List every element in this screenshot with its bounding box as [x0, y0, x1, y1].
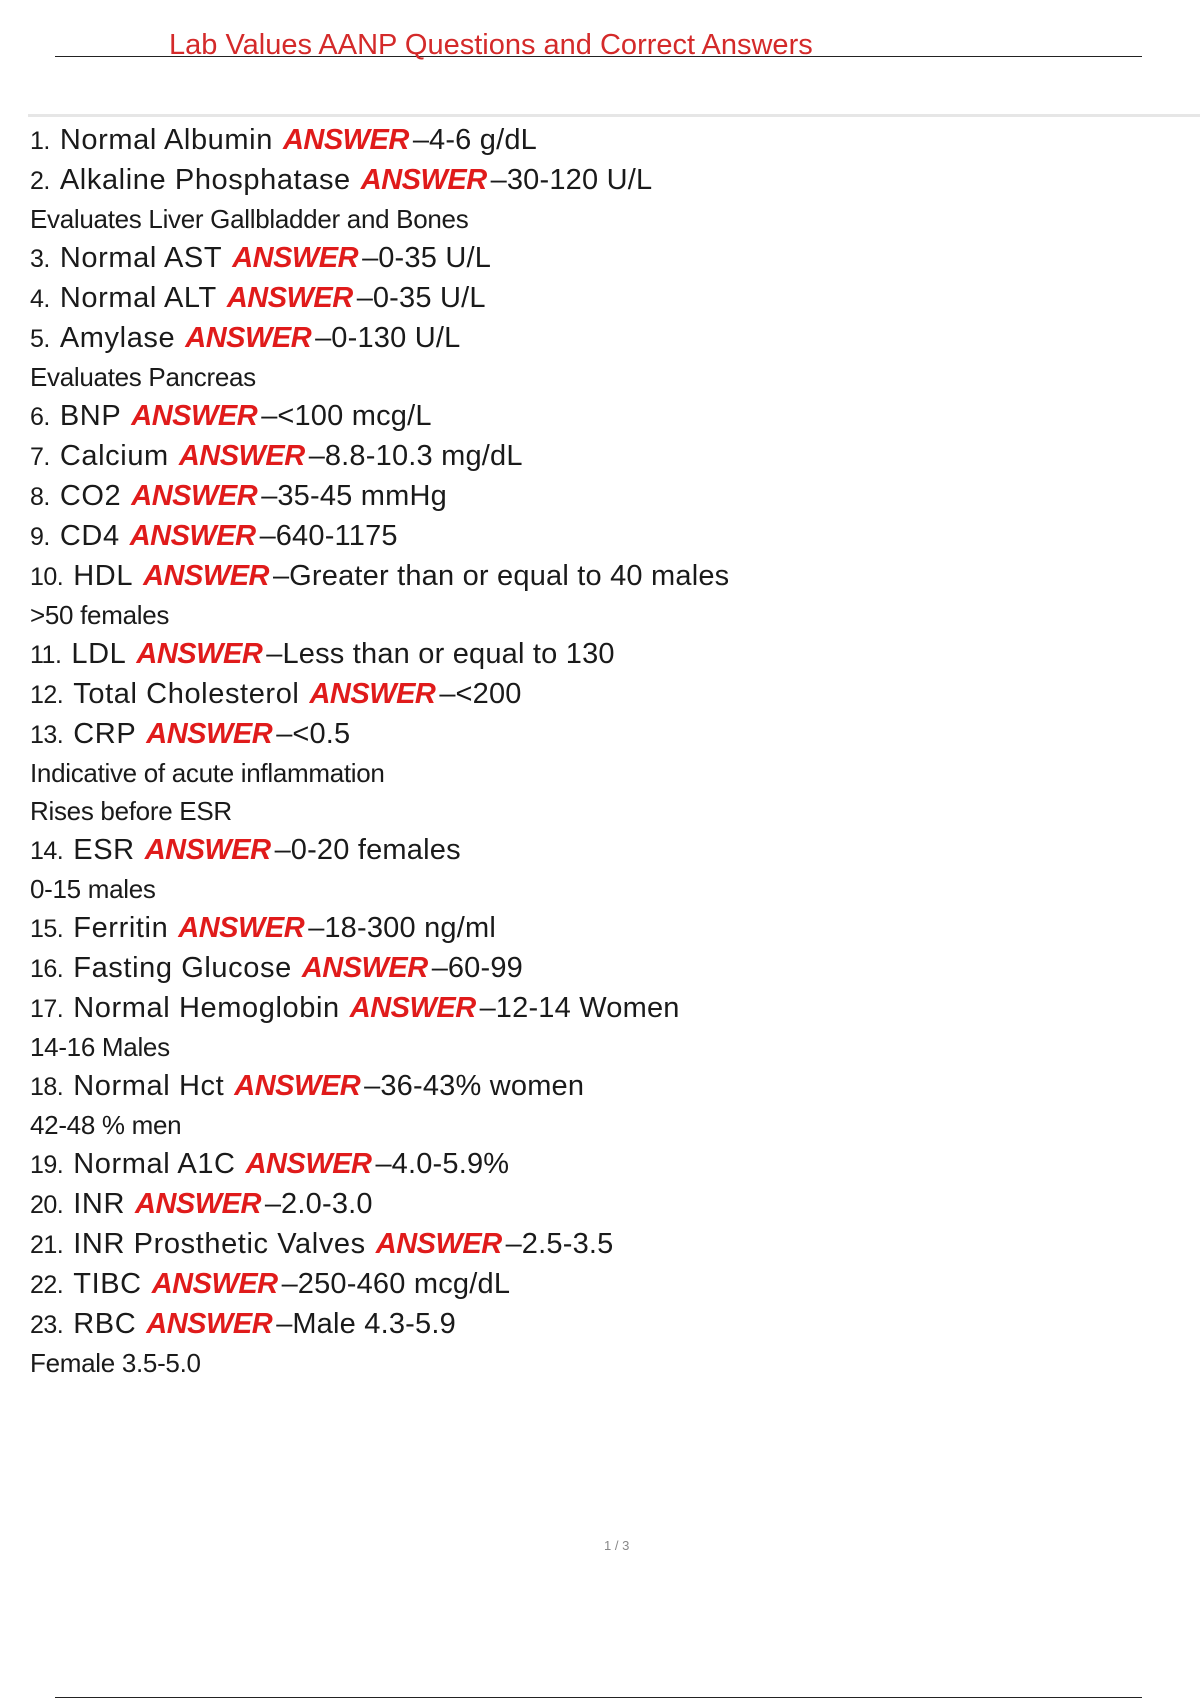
question-text: Ferritin [73, 912, 169, 944]
qa-item [30, 1144, 1170, 1184]
question-text: CD4 [59, 520, 120, 552]
question-line [30, 1144, 1170, 1184]
answer-text: 4-6 g/dL [428, 124, 537, 156]
qa-item [30, 436, 1170, 476]
question-line [30, 476, 1170, 516]
question-text: Normal AST [59, 242, 223, 274]
question-line [30, 1304, 1170, 1344]
question-text: Normal Hemoglobin [73, 992, 340, 1024]
answer-label: ANSWER [349, 992, 476, 1024]
answer-label: ANSWER [178, 912, 305, 944]
qa-item [30, 1224, 1170, 1264]
answer-dash: – [356, 282, 373, 314]
answer-dash: – [315, 322, 332, 354]
answer-dash: – [274, 834, 291, 866]
answer-text: <100 mcg/L [277, 400, 432, 432]
question-text: CRP [73, 718, 137, 750]
qa-item [30, 1304, 1170, 1382]
answer-dash: – [505, 1228, 522, 1260]
qa-item [30, 714, 1170, 830]
answer-text: 2.0-3.0 [281, 1188, 373, 1220]
answer-dash: – [259, 520, 276, 552]
answer-dash: – [490, 164, 507, 196]
question-number: 12. [30, 681, 64, 709]
question-number: 17. [30, 995, 64, 1023]
question-text: Normal Albumin [59, 124, 273, 156]
answer-text: Greater than or equal to 40 males [289, 560, 730, 592]
qa-item [30, 556, 1170, 634]
answer-dash: – [308, 440, 325, 472]
answer-note: 42-48 % men [30, 1110, 182, 1140]
question-text: BNP [59, 400, 122, 432]
qa-item [30, 1066, 1170, 1144]
question-number: 7. [30, 443, 50, 471]
answer-label: ANSWER [131, 400, 258, 432]
qa-item [30, 908, 1170, 948]
page-number: 1 / 3 [604, 1538, 630, 1553]
footer-rule [55, 1697, 1142, 1698]
question-line [30, 988, 1170, 1028]
answer-label: ANSWER [226, 282, 353, 314]
answer-note: Evaluates Liver Gallbladder and Bones [30, 204, 469, 234]
answer-text: Male 4.3-5.9 [292, 1308, 456, 1340]
qa-item [30, 948, 1170, 988]
answer-text: 18-300 ng/ml [324, 912, 496, 944]
answer-label: ANSWER [131, 480, 258, 512]
question-line [30, 238, 1170, 278]
question-text: ESR [73, 834, 135, 866]
qa-item [30, 674, 1170, 714]
question-text: RBC [73, 1308, 137, 1340]
answer-note: Evaluates Pancreas [30, 362, 256, 392]
question-number: 20. [30, 1191, 64, 1219]
answer-label: ANSWER [245, 1148, 372, 1180]
answer-dash: – [281, 1268, 298, 1300]
answer-note: Indicative of acute inflammation [30, 758, 385, 788]
content-divider [28, 114, 1200, 117]
question-line [30, 830, 1170, 870]
answer-text: 8.8-10.3 mg/dL [324, 440, 523, 472]
answer-note: Female 3.5-5.0 [30, 1348, 201, 1378]
answer-dash: – [362, 242, 379, 274]
qa-item [30, 238, 1170, 278]
qa-item [30, 318, 1170, 396]
qa-item [30, 1264, 1170, 1304]
answer-text: <200 [455, 678, 522, 710]
answer-label: ANSWER [185, 322, 312, 354]
answer-dash: – [264, 1188, 282, 1220]
question-number: 23. [30, 1311, 64, 1339]
question-number: 2. [30, 167, 50, 195]
question-text: Alkaline Phosphatase [59, 164, 351, 196]
answer-text: <0.5 [292, 718, 351, 750]
question-number: 15. [30, 915, 64, 943]
answer-label: ANSWER [178, 440, 305, 472]
question-number: 9. [30, 523, 50, 551]
question-number: 3. [30, 245, 50, 273]
answer-label: ANSWER [309, 678, 436, 710]
question-text: TIBC [73, 1268, 142, 1300]
answer-label: ANSWER [151, 1268, 278, 1300]
question-line [30, 396, 1170, 436]
question-line [30, 674, 1170, 714]
answer-text: 12-14 Women [495, 992, 680, 1024]
answer-label: ANSWER [129, 520, 256, 552]
answer-dash: – [261, 400, 278, 432]
qa-item [30, 476, 1170, 516]
question-number: 8. [30, 483, 50, 511]
answer-text: 0-20 females [290, 834, 461, 866]
question-line [30, 1066, 1170, 1106]
answer-label: ANSWER [282, 124, 409, 156]
answer-text: 35-45 mmHg [277, 480, 447, 512]
qa-item [30, 830, 1170, 908]
question-number: 5. [30, 325, 50, 353]
document-title: Lab Values AANP Questions and Correct Answers [169, 29, 813, 61]
question-text: HDL [73, 560, 134, 592]
question-line [30, 634, 1170, 674]
question-text: Normal ALT [59, 282, 217, 314]
answer-dash: – [266, 638, 283, 670]
qa-item [30, 396, 1170, 436]
answer-dash: – [479, 992, 496, 1024]
answer-dash: – [276, 1308, 293, 1340]
question-text: LDL [71, 638, 127, 670]
question-line [30, 714, 1170, 754]
answer-label: ANSWER [146, 1308, 273, 1340]
answer-label: ANSWER [301, 952, 428, 984]
answer-note: Rises before ESR [30, 796, 232, 826]
question-text: Total Cholesterol [73, 678, 300, 710]
answer-note: 0-15 males [30, 874, 156, 904]
answer-dash: – [308, 912, 325, 944]
question-text: Calcium [59, 440, 169, 472]
answer-label: ANSWER [360, 164, 487, 196]
qa-item [30, 120, 1170, 160]
question-line [30, 160, 1170, 200]
answer-text: 60-99 [447, 952, 524, 984]
answer-dash: – [272, 560, 290, 592]
question-text: INR Prosthetic Valves [73, 1228, 366, 1260]
question-number: 16. [30, 955, 64, 983]
answer-dash: – [439, 678, 456, 710]
answer-dash: – [431, 952, 448, 984]
qa-item [30, 988, 1170, 1066]
question-text: CO2 [59, 480, 122, 512]
answer-dash: – [261, 480, 278, 512]
qa-item [30, 634, 1170, 674]
answer-label: ANSWER [146, 718, 273, 750]
question-number: 14. [30, 837, 64, 865]
answer-text: Less than or equal to 130 [282, 638, 615, 670]
answer-text: 640-1175 [275, 520, 398, 552]
question-number: 13. [30, 721, 64, 749]
answer-text: 0-130 U/L [331, 322, 461, 354]
question-line [30, 908, 1170, 948]
question-line [30, 948, 1170, 988]
answer-dash: – [375, 1148, 392, 1180]
question-number: 11. [30, 641, 62, 669]
question-line [30, 1264, 1170, 1304]
answer-text: 2.5-3.5 [521, 1228, 614, 1260]
question-line [30, 556, 1170, 596]
question-number: 10. [30, 563, 64, 591]
answer-label: ANSWER [375, 1228, 502, 1260]
qa-item [30, 278, 1170, 318]
question-line [30, 278, 1170, 318]
question-text: Amylase [59, 322, 176, 354]
question-line [30, 516, 1170, 556]
question-number: 22. [30, 1271, 64, 1299]
answer-dash: – [364, 1070, 381, 1102]
answer-text: 0-35 U/L [372, 282, 486, 314]
answer-label: ANSWER [135, 1188, 261, 1220]
qa-item [30, 160, 1170, 238]
answer-dash: – [276, 718, 293, 750]
question-number: 6. [30, 403, 50, 431]
answer-label: ANSWER [232, 242, 359, 274]
answer-label: ANSWER [143, 560, 269, 592]
question-line [30, 436, 1170, 476]
question-line [30, 318, 1170, 358]
question-line [30, 1184, 1170, 1224]
answer-text: 0-35 U/L [378, 242, 492, 274]
answer-text: 4.0-5.9% [391, 1148, 510, 1180]
answer-label: ANSWER [144, 834, 271, 866]
question-number: 19. [30, 1151, 64, 1179]
answer-dash: – [412, 124, 429, 156]
answer-label: ANSWER [136, 638, 263, 670]
question-number: 18. [30, 1073, 64, 1101]
question-text: Normal Hct [73, 1070, 225, 1102]
question-text: Normal A1C [73, 1148, 236, 1180]
answer-note: 14-16 Males [30, 1032, 170, 1062]
answer-note: >50 females [30, 600, 170, 630]
question-number: 1. [30, 127, 50, 155]
question-number: 4. [30, 285, 50, 313]
question-number: 21. [30, 1231, 64, 1259]
question-text: INR [73, 1188, 126, 1220]
answer-text: 30-120 U/L [506, 164, 653, 196]
answer-label: ANSWER [234, 1070, 361, 1102]
question-text: Fasting Glucose [73, 952, 292, 984]
qa-list [30, 120, 1170, 1382]
qa-item [30, 516, 1170, 556]
qa-item [30, 1184, 1170, 1224]
question-line [30, 1224, 1170, 1264]
page-header [55, 28, 1142, 61]
question-line [30, 120, 1170, 160]
answer-text: 250-460 mcg/dL [297, 1268, 511, 1300]
answer-text: 36-43% women [380, 1070, 585, 1102]
